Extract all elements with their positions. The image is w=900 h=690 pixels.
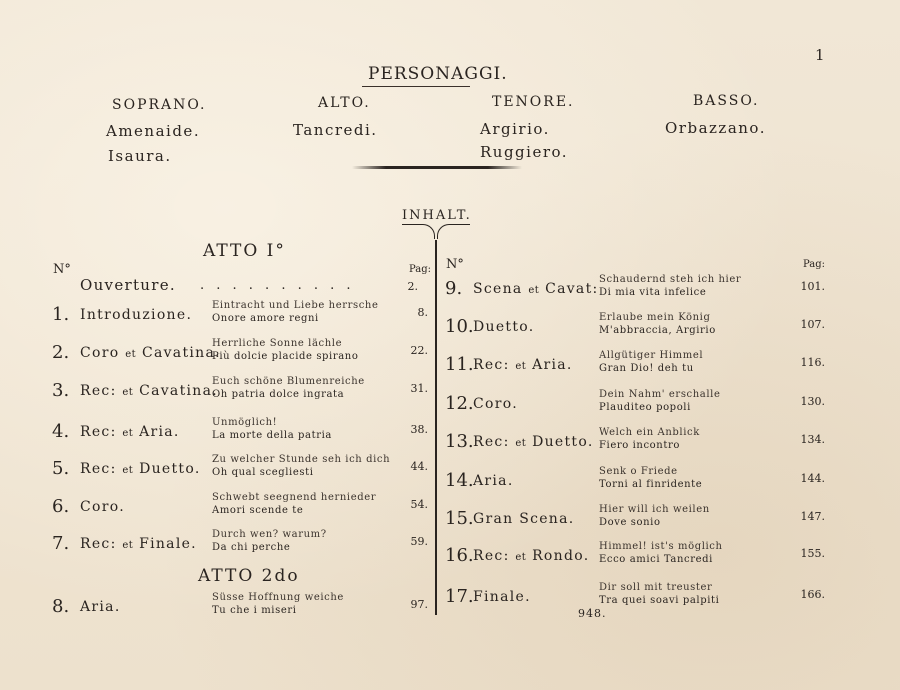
- entry-title-part: Rec:: [80, 383, 117, 399]
- entry-page: 44.: [410, 460, 428, 473]
- entry-number: 2.: [52, 342, 70, 363]
- entry-title-part: Rec:: [473, 434, 510, 450]
- voice-soprano: SOPRANO.: [112, 97, 207, 113]
- entry-page: 116.: [800, 356, 825, 369]
- entry-title-conj: et: [528, 285, 540, 296]
- entry-title-conj: et: [122, 428, 134, 439]
- entry-italian-incipit: Fiero incontro: [599, 440, 680, 451]
- entry-german-incipit: Unmöglich!: [212, 417, 278, 428]
- entry-number: 15.: [445, 508, 474, 529]
- entry-title-conj: et: [122, 465, 134, 476]
- entry-number: 12.: [445, 393, 474, 414]
- atto-1-heading: ATTO I°: [203, 241, 286, 261]
- entry-title: [80, 536, 197, 552]
- entry-german-incipit: Erlaube mein König: [599, 312, 711, 323]
- entry-german-incipit: Allgütiger Himmel: [599, 350, 704, 361]
- entry-title-conj: et: [122, 540, 134, 551]
- entry-number: 17.: [445, 586, 474, 607]
- entry-title: [473, 473, 514, 489]
- entry-title-part: Finale.: [473, 589, 531, 605]
- entry-number: 16.: [445, 545, 474, 566]
- entry-german-incipit: Hier will ich weilen: [599, 504, 710, 515]
- entry-page: 166.: [800, 588, 825, 601]
- entry-italian-incipit: Gran Dio! deh tu: [599, 363, 694, 374]
- entry-title: [80, 345, 221, 361]
- entry-title: [80, 461, 201, 477]
- entry-page: 155.: [800, 547, 825, 560]
- entry-italian-incipit: Da chi perche: [212, 542, 291, 553]
- entry-german-incipit: Dein Nahm' erschalle: [599, 389, 721, 400]
- entry-page: 147.: [800, 510, 825, 523]
- voice-tenore: TENORE.: [492, 94, 575, 110]
- inhalt-title: INHALT.: [402, 208, 472, 223]
- entry-title-part: Duetto.: [532, 434, 594, 450]
- entry-page: 22.: [410, 344, 428, 357]
- entry-german-incipit: Himmel! ist's möglich: [599, 541, 723, 552]
- entry-title: [80, 499, 125, 515]
- entry-german-incipit: Zu welcher Stunde seh ich dich: [212, 454, 391, 465]
- entry-title-conj: et: [515, 552, 527, 563]
- entry-title: [473, 548, 589, 564]
- entry-title: [473, 281, 599, 297]
- entry-title-part: Aria.: [80, 599, 121, 615]
- flourish-left: [402, 224, 435, 239]
- page-number: 1: [815, 46, 825, 64]
- entry-number: 1.: [52, 304, 70, 325]
- column-header-no-right: N°: [446, 257, 464, 272]
- entry-number: 4.: [52, 421, 70, 442]
- entry-title: [80, 424, 180, 440]
- entry-title-conj: et: [515, 438, 527, 449]
- entry-title-part: Gran Scena.: [473, 511, 575, 527]
- plate-number: 948.: [578, 607, 607, 620]
- character-name: Tancredi.: [293, 121, 378, 139]
- entry-italian-incipit: Amori scende te: [212, 505, 304, 516]
- entry-title: [80, 307, 192, 323]
- entry-title-part: Rec:: [80, 424, 117, 440]
- entry-page: 38.: [410, 423, 428, 436]
- entry-number: 6.: [52, 496, 70, 517]
- entry-number: 3.: [52, 380, 70, 401]
- entry-page: 97.: [410, 598, 428, 611]
- entry-italian-incipit: M'abbraccia, Argirio: [599, 325, 716, 336]
- entry-italian-incipit: Dove sonio: [599, 517, 661, 528]
- title-underline: [362, 86, 470, 87]
- entry-title-part: Coro.: [80, 499, 125, 515]
- entry-german-incipit: Senk o Friede: [599, 466, 678, 477]
- entry-german-incipit: Herrliche Sonne lächle: [212, 338, 343, 349]
- flourish-right: [437, 224, 470, 239]
- entry-number: 13.: [445, 431, 474, 452]
- entry-title: [473, 319, 535, 335]
- entry-title-part: Aria.: [139, 424, 180, 440]
- entry-title-part: Rec:: [80, 461, 117, 477]
- entry-number: 10.: [445, 316, 474, 337]
- entry-title: [473, 396, 518, 412]
- entry-italian-incipit: Oh patria dolce ingrata: [212, 389, 345, 400]
- entry-title-conj: et: [125, 349, 137, 360]
- entry-german-incipit: Dir soll mit treuster: [599, 582, 713, 593]
- entry-title-part: Coro.: [473, 396, 518, 412]
- entry-german-incipit: Eintracht und Liebe herrsche: [212, 300, 379, 311]
- entry-title-part: Coro: [80, 345, 120, 361]
- entry-italian-incipit: Oh qual scegliesti: [212, 467, 314, 478]
- entry-page: 54.: [410, 498, 428, 511]
- entry-number: 8.: [52, 596, 70, 617]
- entry-title: [473, 511, 575, 527]
- entry-title: [473, 434, 594, 450]
- ouverture-page: 2.: [407, 280, 418, 293]
- entry-italian-incipit: La morte della patria: [212, 430, 332, 441]
- section-divider-rule: [352, 166, 522, 169]
- entry-title-conj: et: [515, 361, 527, 372]
- entry-page: 134.: [800, 433, 825, 446]
- entry-german-incipit: Süsse Hoffnung weiche: [212, 592, 344, 603]
- entry-title: [473, 357, 573, 373]
- entry-page: 31.: [410, 382, 428, 395]
- entry-title-part: Cavatina.: [141, 345, 221, 361]
- entry-page: 144.: [800, 472, 825, 485]
- entry-title-part: Introduzione.: [80, 307, 193, 323]
- entry-page: 107.: [800, 318, 825, 331]
- entry-italian-incipit: Torni al finridente: [599, 479, 703, 490]
- entry-german-incipit: Welch ein Anblick: [599, 427, 700, 438]
- character-name: Ruggiero.: [480, 143, 569, 161]
- entry-page: 59.: [410, 535, 428, 548]
- voice-alto: ALTO.: [318, 95, 371, 111]
- character-name: Isaura.: [108, 147, 172, 165]
- entry-german-incipit: Durch wen? warum?: [212, 529, 327, 540]
- entry-title-part: Rec:: [80, 536, 117, 552]
- entry-page: 8.: [417, 306, 428, 319]
- character-name: Argirio.: [480, 120, 550, 138]
- entry-italian-incipit: Ecco amici Tancredi: [599, 554, 713, 565]
- entry-title-part: Aria.: [532, 357, 573, 373]
- voice-basso: BASSO.: [693, 93, 760, 109]
- entry-title-part: Rondo.: [532, 548, 590, 564]
- entry-number: 11.: [445, 354, 474, 375]
- entry-title-part: Cavatina.: [139, 383, 218, 399]
- column-divider: [435, 240, 437, 615]
- entry-number: 7.: [52, 533, 70, 554]
- dot-leader: . . . . . . . . . .: [200, 278, 355, 293]
- entry-title-part: Aria.: [473, 473, 514, 489]
- column-header-no: N°: [53, 262, 71, 277]
- entry-title-part: Cavat:: [545, 281, 599, 297]
- column-header-pag: Pag:: [409, 264, 432, 275]
- ouverture-title: Ouverture.: [80, 276, 176, 294]
- column-header-pag-right: Pag:: [803, 259, 826, 270]
- entry-italian-incipit: Onore amore regni: [212, 313, 319, 324]
- entry-page: 130.: [800, 395, 825, 408]
- entry-title: [473, 589, 531, 605]
- entry-number: 9.: [445, 278, 463, 299]
- entry-number: 5.: [52, 458, 70, 479]
- entry-german-incipit: Euch schöne Blumenreiche: [212, 376, 365, 387]
- entry-number: 14.: [445, 470, 474, 491]
- entry-title-part: Scena: [473, 281, 523, 297]
- entry-title: [80, 599, 121, 615]
- entry-german-incipit: Schaudernd steh ich hier: [599, 274, 742, 285]
- entry-title-conj: et: [122, 387, 134, 398]
- entry-italian-incipit: Più dolcie placide spirano: [212, 351, 359, 362]
- atto-2-heading: ATTO 2do: [198, 566, 300, 586]
- entry-title-part: Rec:: [473, 357, 510, 373]
- entry-italian-incipit: Plauditeo popoli: [599, 402, 691, 413]
- entry-title-part: Duetto.: [473, 319, 535, 335]
- entry-italian-incipit: Tra quei soavi palpiti: [599, 595, 720, 606]
- entry-german-incipit: Schwebt seegnend hernieder: [212, 492, 377, 503]
- entry-title-part: Rec:: [473, 548, 510, 564]
- entry-title-part: Duetto.: [139, 461, 201, 477]
- entry-title: [80, 383, 218, 399]
- character-name: Orbazzano.: [665, 119, 766, 137]
- entry-title-part: Finale.: [139, 536, 197, 552]
- entry-italian-incipit: Tu che i miseri: [212, 605, 297, 616]
- character-name: Amenaide.: [106, 122, 201, 140]
- entry-italian-incipit: Di mia vita infelice: [599, 287, 707, 298]
- personaggi-title: PERSONAGGI.: [368, 64, 508, 84]
- entry-page: 101.: [800, 280, 825, 293]
